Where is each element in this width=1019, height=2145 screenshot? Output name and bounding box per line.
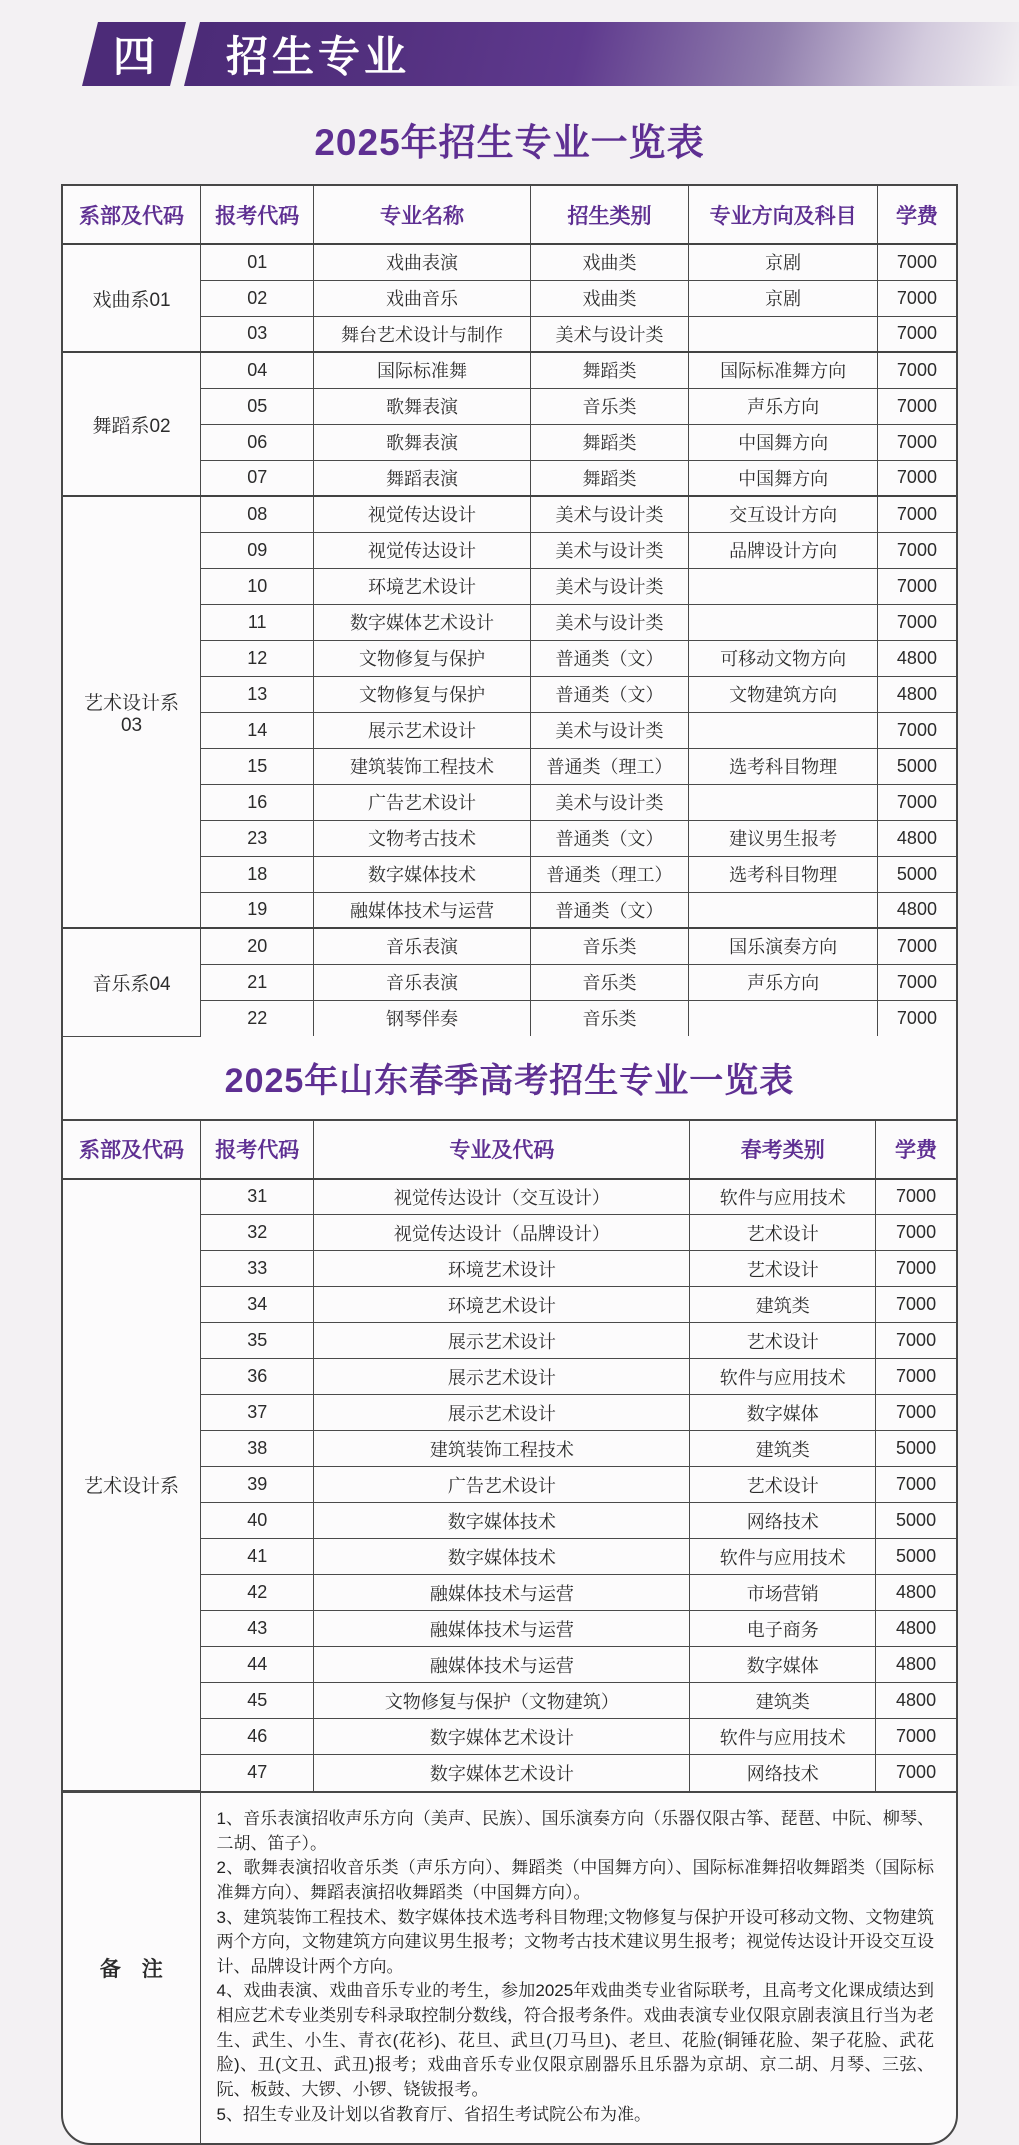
- note-item: 5、招生专业及计划以省教育厅、省招生考试院公布为准。: [216, 2104, 651, 2124]
- column-header: 系部及代码: [63, 1121, 201, 1179]
- tuition-cell: 7000: [877, 1000, 956, 1036]
- category-cell: 美术与设计类: [530, 532, 689, 568]
- direction-cell: [689, 784, 877, 820]
- major-cell: 融媒体技术与运营: [314, 1575, 690, 1611]
- tuition-cell: 5000: [876, 1431, 956, 1467]
- direction-cell: [689, 1000, 877, 1036]
- category-cell: 普通类（文）: [530, 676, 689, 712]
- major-cell: 文物修复与保护: [314, 676, 530, 712]
- code-cell: 04: [201, 352, 314, 388]
- direction-cell: [689, 604, 877, 640]
- code-cell: 14: [201, 712, 314, 748]
- major-cell: 融媒体技术与运营: [314, 892, 530, 928]
- major-cell: 视觉传达设计: [314, 532, 530, 568]
- table-row: [63, 244, 956, 280]
- code-cell: 39: [201, 1467, 314, 1503]
- direction-cell: 中国舞方向: [689, 424, 877, 460]
- category-cell: 软件与应用技术: [690, 1719, 876, 1755]
- category-cell: 舞蹈类: [530, 352, 689, 388]
- code-cell: 23: [201, 820, 314, 856]
- code-cell: 08: [201, 496, 314, 532]
- code-cell: 15: [201, 748, 314, 784]
- table-row: [63, 928, 956, 964]
- tuition-cell: 7000: [876, 1215, 956, 1251]
- direction-cell: [689, 892, 877, 928]
- category-cell: 戏曲类: [530, 280, 689, 316]
- column-header: 报考代码: [201, 1121, 314, 1179]
- code-cell: 05: [201, 388, 314, 424]
- major-cell: 环境艺术设计: [314, 568, 530, 604]
- category-cell: 网络技术: [690, 1755, 876, 1791]
- tuition-cell: 7000: [877, 460, 956, 496]
- note-item: 2、歌舞表演招收音乐类（声乐方向）、舞蹈类（中国舞方向）、国际标准舞招收舞蹈类（国际标准舞方向）、舞蹈表演招收舞蹈类（中国舞方向）。: [216, 1858, 934, 1902]
- code-cell: 20: [201, 928, 314, 964]
- major-cell: 展示艺术设计: [314, 712, 530, 748]
- category-cell: 音乐类: [530, 928, 689, 964]
- major-cell: 歌舞表演: [314, 424, 530, 460]
- code-cell: 07: [201, 460, 314, 496]
- tuition-cell: 7000: [877, 496, 956, 532]
- note-item: 3、建筑装饰工程技术、数字媒体技术选考科目物理;文物修复与保护开设可移动文物、文物建筑两个方向，文物建筑方向建议男生报考；文物考古技术建议男生报考；视觉传达设计开设交互设计、品牌设计两个方向。: [216, 1907, 934, 1976]
- code-cell: 16: [201, 784, 314, 820]
- column-header: 春考类别: [690, 1121, 876, 1179]
- direction-cell: 国乐演奏方向: [689, 928, 877, 964]
- category-cell: 数字媒体: [690, 1395, 876, 1431]
- remarks-section: [63, 1791, 956, 2143]
- code-cell: 21: [201, 964, 314, 1000]
- major-cell: 融媒体技术与运营: [314, 1647, 690, 1683]
- major-cell: 融媒体技术与运营: [314, 1611, 690, 1647]
- major-cell: 广告艺术设计: [314, 784, 530, 820]
- tuition-cell: 4800: [877, 676, 956, 712]
- major-cell: 数字媒体艺术设计: [314, 1755, 690, 1791]
- category-cell: 软件与应用技术: [690, 1179, 876, 1215]
- major-cell: 国际标准舞: [314, 352, 530, 388]
- code-cell: 37: [201, 1395, 314, 1431]
- tuition-cell: 7000: [877, 388, 956, 424]
- spring-exam-table-2025: [63, 1121, 956, 1792]
- category-cell: 普通类（文）: [530, 820, 689, 856]
- tuition-cell: 7000: [876, 1719, 956, 1755]
- enrollment-tables-frame: [61, 184, 958, 2145]
- column-header: 系部及代码: [63, 186, 201, 244]
- direction-cell: 交互设计方向: [689, 496, 877, 532]
- code-cell: 02: [201, 280, 314, 316]
- tuition-cell: 7000: [876, 1467, 956, 1503]
- tuition-cell: 4800: [876, 1683, 956, 1719]
- tuition-cell: 7000: [877, 244, 956, 280]
- code-cell: 10: [201, 568, 314, 604]
- dept-cell: 音乐系04: [63, 928, 201, 1036]
- direction-cell: [689, 316, 877, 352]
- tuition-cell: 7000: [876, 1359, 956, 1395]
- major-cell: 建筑装饰工程技术: [314, 1431, 690, 1467]
- category-cell: 普通类（理工）: [530, 748, 689, 784]
- code-cell: 44: [201, 1647, 314, 1683]
- code-cell: 13: [201, 676, 314, 712]
- major-cell: 舞台艺术设计与制作: [314, 316, 530, 352]
- code-cell: 46: [201, 1719, 314, 1755]
- code-cell: 35: [201, 1323, 314, 1359]
- category-cell: 建筑类: [690, 1683, 876, 1719]
- dept-cell: 艺术设计系 03: [63, 496, 201, 928]
- direction-cell: 京剧: [689, 280, 877, 316]
- category-cell: 软件与应用技术: [690, 1539, 876, 1575]
- column-header: 专业方向及科目: [689, 186, 877, 244]
- category-cell: 网络技术: [690, 1503, 876, 1539]
- table-row: [63, 496, 956, 532]
- major-cell: 广告艺术设计: [314, 1467, 690, 1503]
- tuition-cell: 7000: [876, 1179, 956, 1215]
- major-cell: 视觉传达设计（交互设计）: [314, 1179, 690, 1215]
- note-item: 4、戏曲表演、戏曲音乐专业的考生，参加2025年戏曲类专业省际联考，且高考文化课成绩达到相应艺术专业类别专科录取控制分数线，符合报考条件。戏曲表演专业仅限京剧表演且行当为老生、武生、小生、青衣(花衫)、花旦、武旦(刀马旦)、老旦、花脸(铜锤花脸、架子花脸、武花脸)、丑(文丑、武丑)报考；戏曲音乐专业仅限京剧器乐且乐器为京胡、京二胡、月琴、三弦、阮、板鼓、大锣、小锣、铙钹报考。: [216, 1981, 934, 2100]
- code-cell: 11: [201, 604, 314, 640]
- category-cell: 美术与设计类: [530, 316, 689, 352]
- tuition-cell: 4800: [876, 1611, 956, 1647]
- major-cell: 歌舞表演: [314, 388, 530, 424]
- tuition-cell: 4800: [877, 892, 956, 928]
- category-cell: 艺术设计: [690, 1323, 876, 1359]
- table-header-row: [63, 1121, 956, 1179]
- code-cell: 01: [201, 244, 314, 280]
- category-cell: 美术与设计类: [530, 712, 689, 748]
- tuition-cell: 4800: [876, 1575, 956, 1611]
- tuition-cell: 7000: [877, 784, 956, 820]
- major-cell: 舞蹈表演: [314, 460, 530, 496]
- category-cell: 艺术设计: [690, 1215, 876, 1251]
- category-cell: 普通类（文）: [530, 892, 689, 928]
- major-cell: 数字媒体技术: [314, 1503, 690, 1539]
- column-header: 报考代码: [201, 186, 314, 244]
- tuition-cell: 5000: [877, 748, 956, 784]
- major-cell: 展示艺术设计: [314, 1323, 690, 1359]
- tuition-cell: 7000: [876, 1323, 956, 1359]
- tuition-cell: 7000: [876, 1287, 956, 1323]
- major-cell: 视觉传达设计: [314, 496, 530, 532]
- table-row: [63, 352, 956, 388]
- direction-cell: 选考科目物理: [689, 856, 877, 892]
- note-item: 1、音乐表演招收声乐方向（美声、民族）、国乐演奏方向（乐器仅限古筝、琵琶、中阮、柳琴、二胡、笛子）。: [216, 1809, 934, 1853]
- major-cell: 环境艺术设计: [314, 1287, 690, 1323]
- code-cell: 38: [201, 1431, 314, 1467]
- column-header: 专业及代码: [314, 1121, 690, 1179]
- code-cell: 22: [201, 1000, 314, 1036]
- tuition-cell: 7000: [877, 424, 956, 460]
- category-cell: 音乐类: [530, 388, 689, 424]
- major-cell: 戏曲音乐: [314, 280, 530, 316]
- code-cell: 47: [201, 1755, 314, 1791]
- column-header: 学费: [876, 1121, 956, 1179]
- category-cell: 美术与设计类: [530, 784, 689, 820]
- dept-cell: 艺术设计系: [63, 1179, 201, 1791]
- major-cell: 建筑装饰工程技术: [314, 748, 530, 784]
- tuition-cell: 4800: [877, 640, 956, 676]
- code-cell: 33: [201, 1251, 314, 1287]
- direction-cell: 可移动文物方向: [689, 640, 877, 676]
- tuition-cell: 5000: [876, 1539, 956, 1575]
- table-header-row: [63, 186, 956, 244]
- code-cell: 40: [201, 1503, 314, 1539]
- major-cell: 文物考古技术: [314, 820, 530, 856]
- table-row: [63, 1179, 956, 1215]
- code-cell: 36: [201, 1359, 314, 1395]
- remarks-label: 备 注: [63, 1793, 201, 2143]
- tuition-cell: 7000: [877, 928, 956, 964]
- direction-cell: 声乐方向: [689, 388, 877, 424]
- tuition-cell: 7000: [877, 316, 956, 352]
- tuition-cell: 7000: [877, 604, 956, 640]
- major-cell: 文物修复与保护（文物建筑）: [314, 1683, 690, 1719]
- category-cell: 音乐类: [530, 1000, 689, 1036]
- code-cell: 09: [201, 532, 314, 568]
- category-cell: 美术与设计类: [530, 604, 689, 640]
- direction-cell: 品牌设计方向: [689, 532, 877, 568]
- tuition-cell: 5000: [877, 856, 956, 892]
- major-cell: 展示艺术设计: [314, 1359, 690, 1395]
- code-cell: 06: [201, 424, 314, 460]
- code-cell: 45: [201, 1683, 314, 1719]
- category-cell: 美术与设计类: [530, 496, 689, 532]
- direction-cell: 声乐方向: [689, 964, 877, 1000]
- enrollment-table-2025: [63, 186, 956, 1037]
- section-banner: [0, 22, 1019, 86]
- code-cell: 41: [201, 1539, 314, 1575]
- direction-cell: 京剧: [689, 244, 877, 280]
- direction-cell: [689, 712, 877, 748]
- table2-title: 2025年山东春季高考招生专业一览表: [63, 1037, 956, 1121]
- major-cell: 钢琴伴奏: [314, 1000, 530, 1036]
- category-cell: 建筑类: [690, 1287, 876, 1323]
- tuition-cell: 7000: [877, 352, 956, 388]
- category-cell: 电子商务: [690, 1611, 876, 1647]
- code-cell: 03: [201, 316, 314, 352]
- direction-cell: [689, 568, 877, 604]
- major-cell: 视觉传达设计（品牌设计）: [314, 1215, 690, 1251]
- major-cell: 音乐表演: [314, 928, 530, 964]
- category-cell: 艺术设计: [690, 1251, 876, 1287]
- tuition-cell: 7000: [876, 1251, 956, 1287]
- tuition-cell: 4800: [877, 820, 956, 856]
- dept-cell: 戏曲系01: [63, 244, 201, 352]
- direction-cell: 文物建筑方向: [689, 676, 877, 712]
- code-cell: 43: [201, 1611, 314, 1647]
- column-header: 招生类别: [530, 186, 689, 244]
- table1-title: 2025年招生专业一览表: [314, 122, 705, 163]
- tuition-cell: 7000: [877, 964, 956, 1000]
- major-cell: 数字媒体艺术设计: [314, 1719, 690, 1755]
- tuition-cell: 5000: [876, 1503, 956, 1539]
- category-cell: 美术与设计类: [530, 568, 689, 604]
- column-header: 专业名称: [314, 186, 530, 244]
- category-cell: 普通类（文）: [530, 640, 689, 676]
- direction-cell: 中国舞方向: [689, 460, 877, 496]
- column-header: 学费: [877, 186, 956, 244]
- section-number: 四: [112, 33, 155, 80]
- major-cell: 数字媒体技术: [314, 856, 530, 892]
- code-cell: 31: [201, 1179, 314, 1215]
- tuition-cell: 7000: [877, 712, 956, 748]
- major-cell: 戏曲表演: [314, 244, 530, 280]
- dept-cell: 舞蹈系02: [63, 352, 201, 496]
- category-cell: 建筑类: [690, 1431, 876, 1467]
- tuition-cell: 7000: [876, 1755, 956, 1791]
- tuition-cell: 7000: [877, 532, 956, 568]
- category-cell: 普通类（理工）: [530, 856, 689, 892]
- code-cell: 12: [201, 640, 314, 676]
- section-title-bar: [184, 22, 1019, 86]
- code-cell: 34: [201, 1287, 314, 1323]
- direction-cell: 国际标准舞方向: [689, 352, 877, 388]
- direction-cell: 建议男生报考: [689, 820, 877, 856]
- remarks-body: [201, 1793, 956, 2143]
- tuition-cell: 7000: [876, 1395, 956, 1431]
- category-cell: 软件与应用技术: [690, 1359, 876, 1395]
- code-cell: 42: [201, 1575, 314, 1611]
- major-cell: 文物修复与保护: [314, 640, 530, 676]
- category-cell: 音乐类: [530, 964, 689, 1000]
- major-cell: 音乐表演: [314, 964, 530, 1000]
- section-title: 招生专业: [226, 33, 411, 80]
- major-cell: 数字媒体技术: [314, 1539, 690, 1575]
- tuition-cell: 4800: [876, 1647, 956, 1683]
- tuition-cell: 7000: [877, 280, 956, 316]
- code-cell: 32: [201, 1215, 314, 1251]
- category-cell: 数字媒体: [690, 1647, 876, 1683]
- code-cell: 18: [201, 856, 314, 892]
- category-cell: 舞蹈类: [530, 424, 689, 460]
- major-cell: 数字媒体艺术设计: [314, 604, 530, 640]
- category-cell: 舞蹈类: [530, 460, 689, 496]
- major-cell: 环境艺术设计: [314, 1251, 690, 1287]
- section-number-badge: [82, 22, 186, 86]
- tuition-cell: 7000: [877, 568, 956, 604]
- code-cell: 19: [201, 892, 314, 928]
- category-cell: 艺术设计: [690, 1467, 876, 1503]
- category-cell: 市场营销: [690, 1575, 876, 1611]
- direction-cell: 选考科目物理: [689, 748, 877, 784]
- category-cell: 戏曲类: [530, 244, 689, 280]
- major-cell: 展示艺术设计: [314, 1395, 690, 1431]
